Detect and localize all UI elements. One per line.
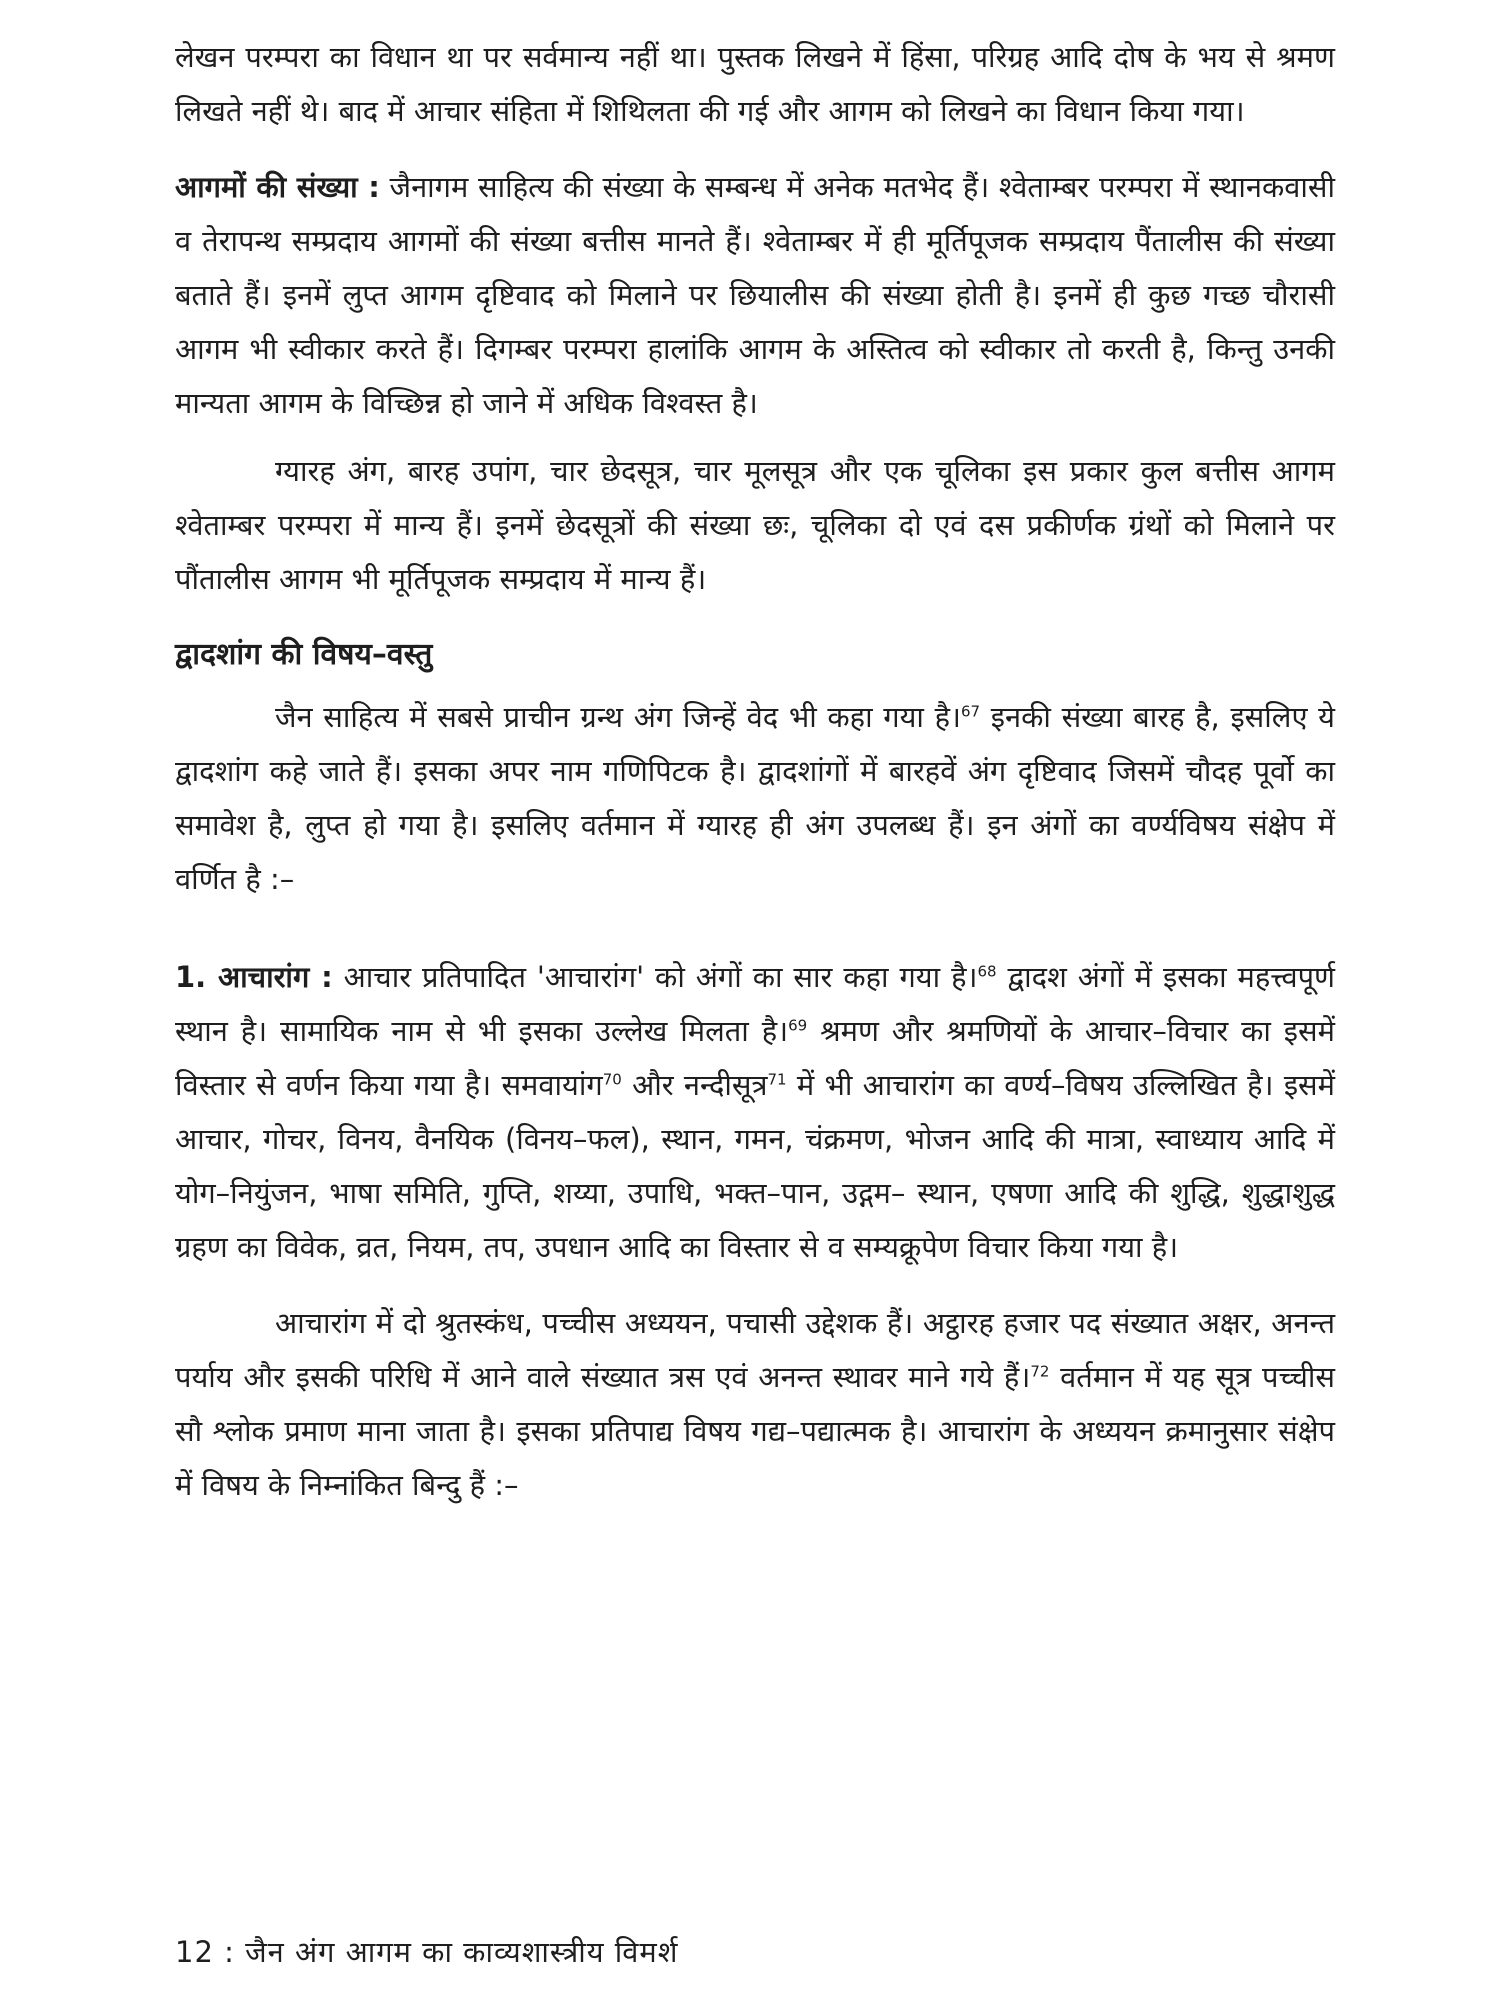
acharanga-text-e: में भी आचारांग का वर्ण्य–विषय उल्लिखित है। इसमें आचार, गोचर, विनय, वैनयिक (विनय–फल), स्थान, गमन, चंक्रमण, भोजन आदि की मात्रा, स्वाध्याय आदि में योग–नियुंजन, भाषा समिति, गुप्ति, शय्या, उपाधि, भक्त–पान, उद्गम– स्थान, एषणा आदि की शुद्धि, शुद्धाशुद्ध ग्रहण का विवेक, व्रत, नियम, तप, उपधान आदि का विस्तार से व सम्यक्रूपेण विचार किया गया है। xyxy=(175,1068,1336,1264)
agam-count-lead: आगमों की संख्या : xyxy=(175,170,380,204)
dvadashanga-text-a: जैन साहित्य में सबसे प्राचीन ग्रन्थ अंग जिन्हें वेद भी कहा गया है। xyxy=(275,700,961,734)
acharanga-text-a: आचार प्रतिपादित 'आचारांग' को अंगों का सार कहा गया है। xyxy=(332,960,978,994)
footnote-ref-71: 71 xyxy=(767,1070,787,1089)
footnote-ref-72: 72 xyxy=(1030,1362,1050,1381)
acharanga-text-c: श्रमण और श्रमणियों के आचार–विचार का इसमें विस्तार से वर्णन किया गया है। समवायांग xyxy=(175,1014,1335,1102)
footnote-ref-70: 70 xyxy=(602,1070,622,1089)
paragraph-writing-tradition: लेखन परम्परा का विधान था पर सर्वमान्य नहीं था। पुस्तक लिखने में हिंसा, परिग्रह आदि दोष के भय से श्रमण लिखते नहीं थे। बाद में आचार संहिता में शिथिलता की गई और आगम को लिखने का विधान किया गया। xyxy=(175,40,1335,128)
acharanga-structure-text-a: आचारांग में दो श्रुतस्कंध, पच्चीस अध्ययन, पचासी उद्देशक हैं। अट्ठारह हजार पद संख्यात अक्षर, अनन्त पर्याय और इसकी परिधि में आने वाले संख्यात त्रस एवं अनन्त स्थावर माने गये हैं। xyxy=(175,1306,1335,1394)
paragraph-agam-count xyxy=(175,160,1335,430)
paragraph-acharanga-structure xyxy=(175,1296,1335,1512)
acharanga-text-b: द्वादश अंगों में इसका महत्त्वपूर्ण स्थान है। सामायिक नाम से भी इसका उल्लेख मिलता है। xyxy=(175,960,1336,1048)
page-footer: 12 : जैन अंग आगम का काव्यशास्त्रीय विमर्श xyxy=(175,1935,679,1969)
footnote-ref-69: 69 xyxy=(788,1016,808,1035)
footnote-ref-67: 67 xyxy=(961,702,981,721)
acharanga-structure-text-b: वर्तमान में यह सूत्र पच्चीस सौ श्लोक प्रमाण माना जाता है। इसका प्रतिपाद्य विषय गद्य–पद्यात्मक है। आचारांग के अध्ययन क्रमानुसार संक्षेप में विषय के निम्नांकित बिन्दु हैं :– xyxy=(175,1360,1335,1502)
acharanga-text-d: और नन्दीसूत्र xyxy=(621,1068,768,1102)
footnote-ref-68: 68 xyxy=(977,962,997,981)
dvadashanga-text-b: इनकी संख्या बारह है, इसलिए ये द्वादशांग कहे जाते हैं। इसका अपर नाम गणिपिटक है। द्वादशांगों में बारहवें अंग दृष्टिवाद जिसमें चौदह पूर्वो का समावेश है, लुप्त हो गया है। इसलिए वर्तमान में ग्यारह ही अंग उपलब्ध हैं। इन अंगों का वर्ण्यविषय संक्षेप में वर्णित है :– xyxy=(175,700,1335,896)
paragraph-acharanga xyxy=(175,950,1335,1274)
paragraph-anga-list: ग्यारह अंग, बारह उपांग, चार छेदसूत्र, चार मूलसूत्र और एक चूलिका इस प्रकार कुल बत्तीस आगम श्वेताम्बर परम्परा में मान्य हैं। इनमें छेदसूत्रों की संख्या छः, चूलिका दो एवं दस प्रकीर्णक ग्रंथों को मिलाने पर पौंतालीस आगम भी मूर्तिपूजक सम्प्रदाय में मान्य हैं। xyxy=(175,454,1335,596)
paragraph-dvadashanga xyxy=(175,690,1335,906)
section-heading-dvadashanga: द्वादशांग की विषय–वस्तु xyxy=(175,637,433,672)
agam-count-text: जैनागम साहित्य की संख्या के सम्बन्ध में अनेक मतभेद हैं। श्वेताम्बर परम्परा में स्थानकवासी व तेरापन्थ सम्प्रदाय आगमों की संख्या बत्तीस मानते हैं। श्वेताम्बर में ही मूर्तिपूजक सम्प्रदाय पैंतालीस की संख्या बताते हैं। इनमें लुप्त आगम दृष्टिवाद को मिलाने पर छियालीस की संख्या होती है। इनमें ही कुछ गच्छ चौरासी आगम भी स्वीकार करते हैं। दिगम्बर परम्परा हालांकि आगम के अस्तित्व को स्वीकार तो करती है, किन्तु उनकी मान्यता आगम के विच्छिन्न हो जाने में अधिक विश्वस्त है। xyxy=(175,170,1335,420)
page-body xyxy=(175,30,1335,1512)
acharanga-lead: 1. आचारांग : xyxy=(175,960,333,994)
